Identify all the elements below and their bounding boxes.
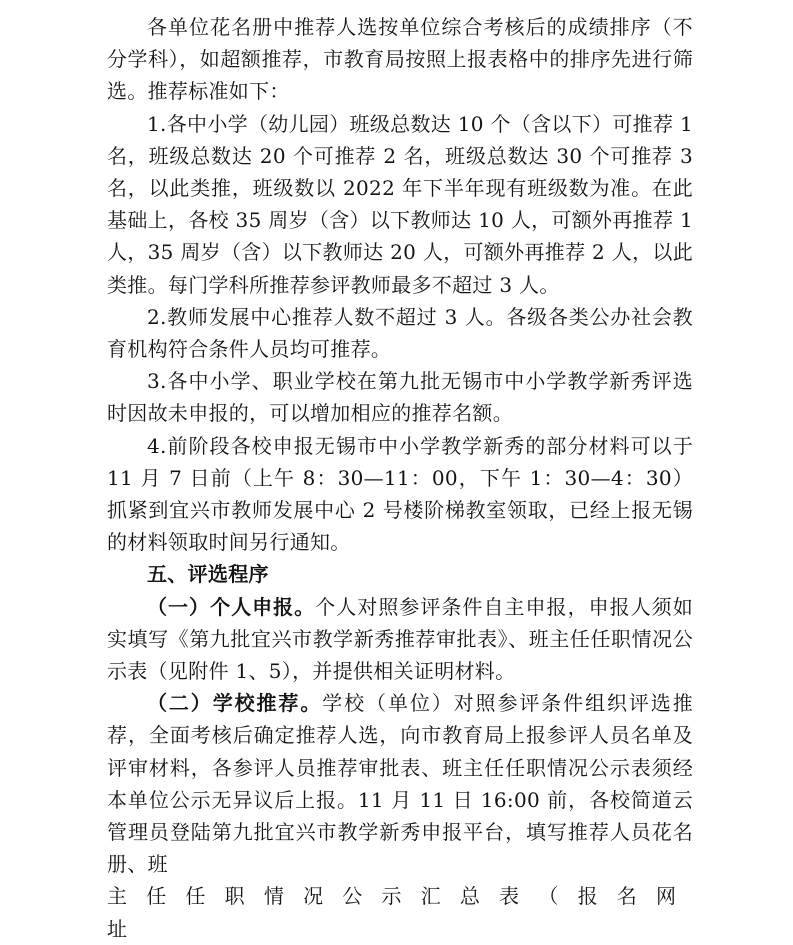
school-recommendation-text: 学校（单位）对照参评条件组织评选推荐，全面考核后确定推荐人选，向市教育局上报参评人员名单及评审材料，各参评人员推荐审批表、班主任任职情况公示表须经本单位公示无异议后上报。11 月 11 日 16:00 前，各校简道云管理员登陆第九批宜兴市教学新秀申报平台，填写推荐人员花名册、班 [107, 691, 693, 877]
school-recommendation-lead: （二）学校推荐。 [147, 691, 323, 716]
paragraph-school-recommendation [107, 687, 693, 880]
paragraph-standard-1: 1.各中小学（幼儿园）班级总数达 10 个（含以下）可推荐 1 名，班级总数达 20 个可推荐 2 名，班级总数达 30 个可推荐 3 名，以此类推，班级数以 2022 年下半年现有班级数为准。在此基础上，各校 35 周岁（含）以下教师达 10 人，可额外再推荐 1 人，35 周岁（含）以下教师达 20 人，可额外再推荐 2 人，以此类推。每门学科所推荐参评教师最多不超过 3 人。 [107, 111, 693, 297]
personal-application-lead: （一）个人申报。 [147, 594, 316, 619]
paragraph-standard-2: 2.教师发展中心推荐人数不超过 3 人。各级各类公办社会教育机构符合条件人员均可推荐。 [107, 304, 693, 362]
paragraph-personal-application [107, 591, 693, 688]
paragraph-standard-4: 4.前阶段各校申报无锡市中小学教学新秀的部分材料可以于 11 月 7 日前（上午 8：30—11：00，下午 1：30—4：30）抓紧到宜兴市教师发展中心 2 号楼阶梯教室领取，已经上报无锡的材料领取时间另行通知。 [107, 433, 693, 555]
paragraph-standard-3: 3.各中小学、职业学校在第九批无锡市中小学教学新秀评选时因故未申报的，可以增加相应的推荐名额。 [107, 369, 693, 426]
personal-application-text: 个人对照参评条件自主申报，申报人须如实填写《第九批宜兴市教学新秀推荐审批表》、班主任任职情况公示表（见附件 1、5），并提供相关证明材料。 [107, 594, 694, 684]
paragraph-ranking-intro: 各单位花名册中推荐人选按单位综合考核后的成绩排序（不分学科），如超额推荐，市教育局按照上报表格中的排序先进行筛选。推荐标准如下： [107, 15, 693, 104]
section-heading: 五、评选程序 [147, 562, 269, 587]
school-recommendation-last-line: 主任任职情况公示汇总表（报名网址 [107, 884, 693, 941]
document-body [107, 11, 693, 945]
